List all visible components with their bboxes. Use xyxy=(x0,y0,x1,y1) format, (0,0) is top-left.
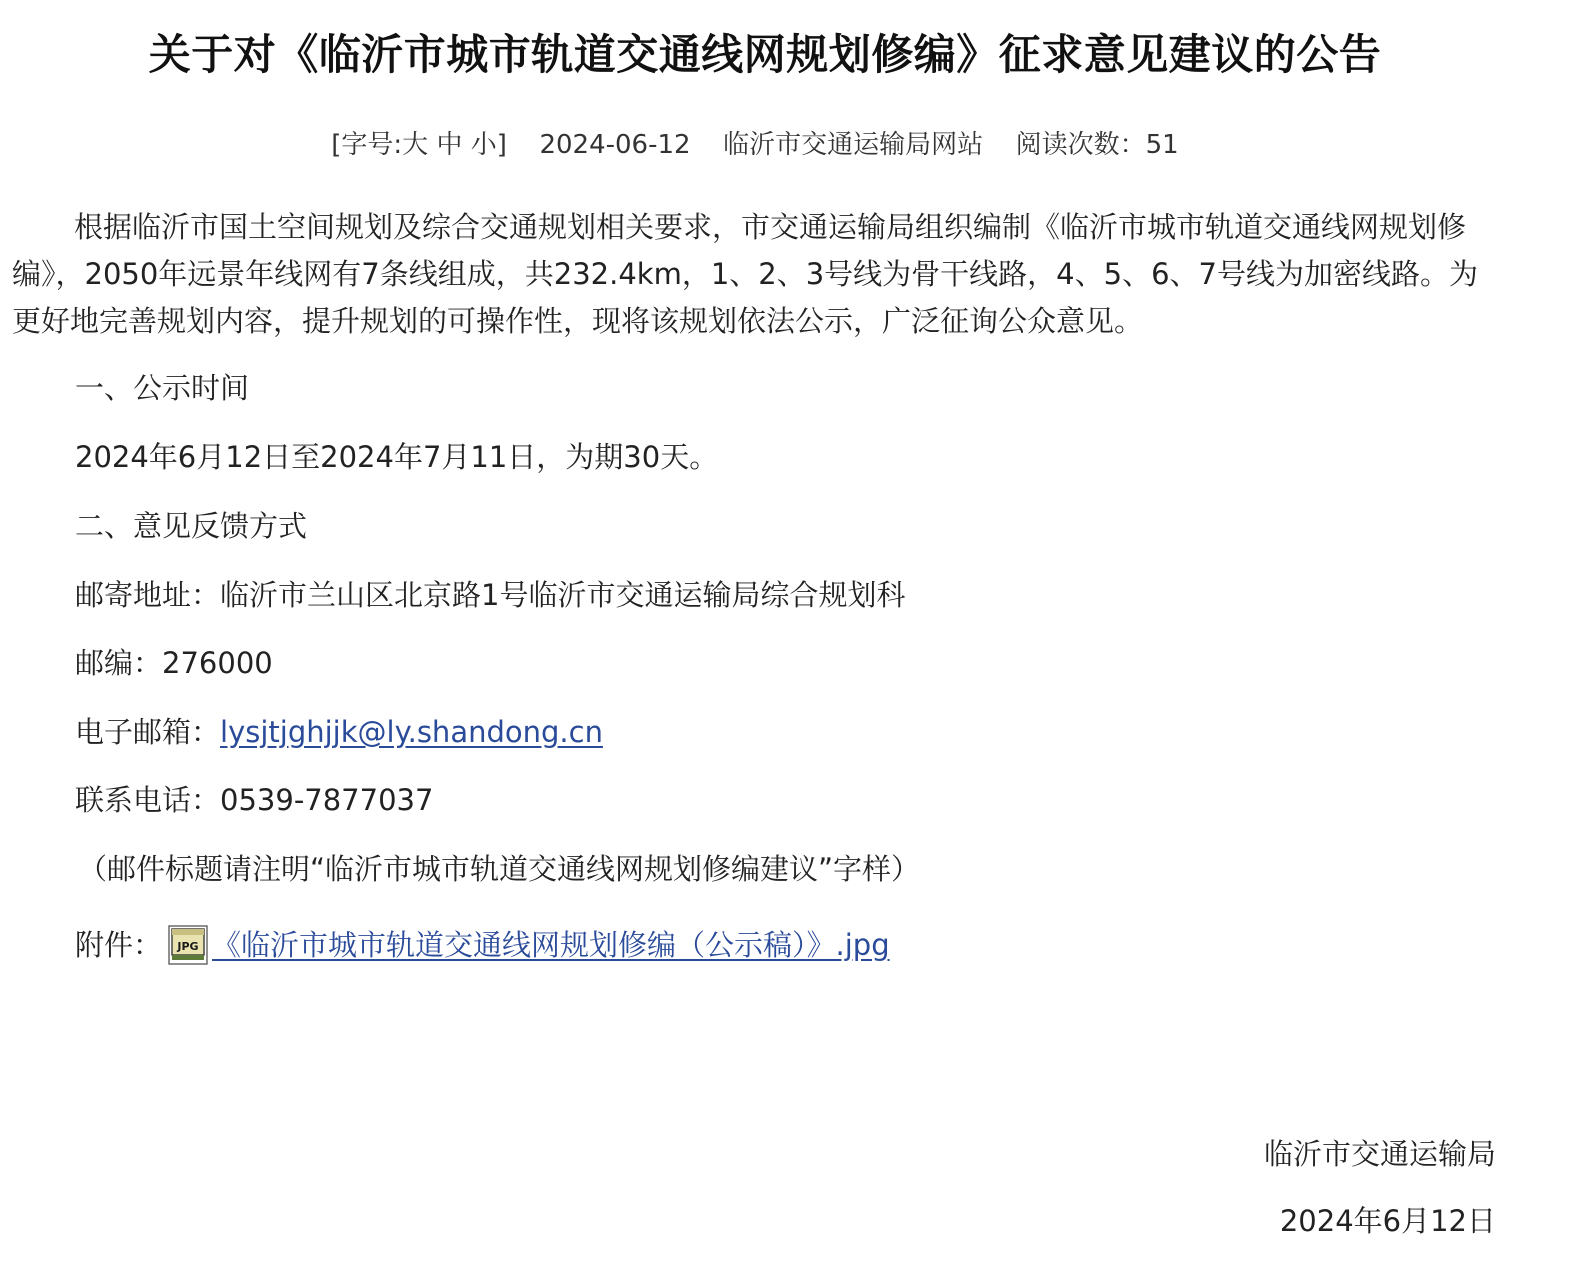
attachment-row xyxy=(75,925,890,965)
font-size-label: [字号: xyxy=(331,130,403,160)
postcode-value: 276000 xyxy=(162,646,273,680)
email-row xyxy=(75,712,603,752)
signature-org: 临沂市交通运输局 xyxy=(1263,1137,1496,1171)
font-size-medium-link[interactable]: 中 xyxy=(436,130,463,160)
mail-address-row xyxy=(75,575,905,615)
source-site: 临沂市交通运输局网站 xyxy=(723,130,984,160)
phone-label: 联系电话： xyxy=(75,783,221,817)
email-subject-note: （邮件标题请注明“临沂市城市轨道交通线网规划修编建议”字样） xyxy=(78,852,921,886)
attachment-label: 附件： xyxy=(75,928,163,962)
font-size-close: ] xyxy=(496,130,507,160)
intro-paragraph: 根据临沂市国土空间规划及综合交通规划相关要求，市交通运输局组织编制《临沂市城市轨道交通线网规划修编》，2050年远景年线网有7条线组成，共232.4km，1、2、3号线为骨干线路，4、5、6、7号线为加密线路。为更好地完善规划内容，提升规划的可操作性，现将该规划依法公示，广泛征询公众意见。 xyxy=(12,210,1478,338)
email-label: 电子邮箱： xyxy=(75,715,221,749)
postcode-label: 邮编： xyxy=(75,646,163,680)
read-count-label: 阅读次数： xyxy=(1015,130,1146,160)
section-heading-feedback: 二、意见反馈方式 xyxy=(75,509,308,543)
attachment-link[interactable]: 《临沂市城市轨道交通线网规划修编（公示稿）》.jpg xyxy=(212,928,890,962)
font-size-large-link[interactable]: 大 xyxy=(402,130,429,160)
postcode-row xyxy=(75,643,273,683)
article-meta xyxy=(0,124,1510,161)
publicity-period: 2024年6月12日至2024年7月11日，为期30天。 xyxy=(75,440,719,474)
phone-value: 0539-7877037 xyxy=(220,783,434,817)
section-heading-publicity-time: 一、公示时间 xyxy=(75,371,250,405)
email-link[interactable]: lysjtjghjjk@ly.shandong.cn xyxy=(220,715,603,749)
signature-date: 2024年6月12日 xyxy=(1279,1204,1496,1238)
jpg-file-icon[interactable] xyxy=(168,925,208,965)
jpg-icon-text: JPG xyxy=(177,940,199,953)
phone-row xyxy=(75,780,433,820)
publish-date: 2024-06-12 xyxy=(539,130,691,160)
font-size-small-link[interactable]: 小 xyxy=(470,130,497,160)
page-title: 关于对《临沂市城市轨道交通线网规划修编》征求意见建议的公告 xyxy=(148,30,1382,79)
mail-address-value: 临沂市兰山区北京路1号临沂市交通运输局综合规划科 xyxy=(220,578,906,612)
read-count: 51 xyxy=(1145,130,1179,160)
mail-address-label: 邮寄地址： xyxy=(75,578,221,612)
